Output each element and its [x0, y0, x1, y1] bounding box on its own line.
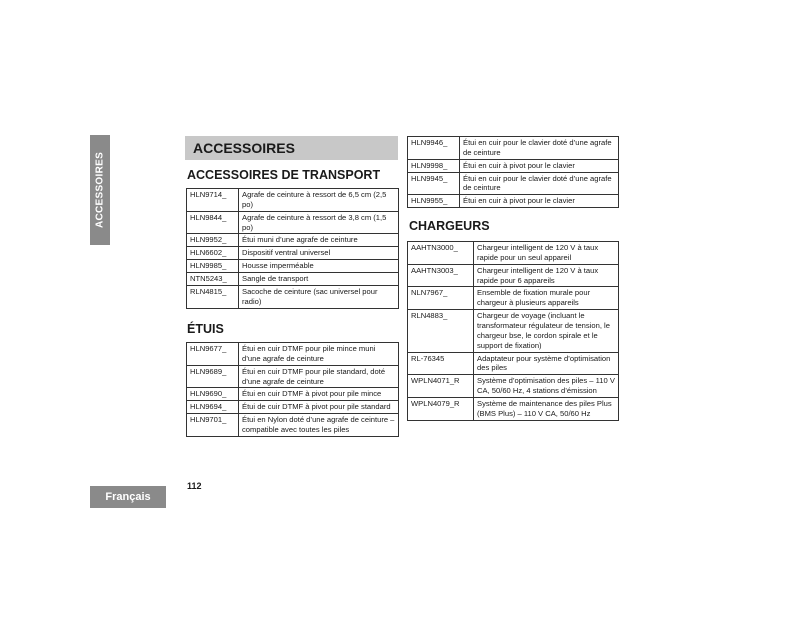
etuis-table: [186, 342, 399, 437]
transport-table: [186, 188, 399, 309]
table-row: [187, 285, 399, 308]
part-description: Étui de cuir DTMF à pivot pour pile standard: [239, 401, 399, 414]
part-number: HLN9985_: [187, 260, 239, 273]
part-number: HLN9690_: [187, 388, 239, 401]
table-row: [408, 242, 619, 265]
part-number: RLN4815_: [187, 285, 239, 308]
part-number: RL-76345: [408, 352, 474, 375]
section-heading-etuis: ÉTUIS: [187, 322, 224, 336]
part-number: NLN7967_: [408, 287, 474, 310]
part-number: AAHTN3000_: [408, 242, 474, 265]
part-description: Agrafe de ceinture à ressort de 3,8 cm (1,5 po): [239, 211, 399, 234]
part-number: HLN9689_: [187, 365, 239, 388]
table-row: [408, 159, 619, 172]
section-heading-chargeurs: CHARGEURS: [409, 219, 490, 233]
part-description: Système de maintenance des piles Plus (BMS Plus) – 110 V CA, 50/60 Hz: [474, 398, 619, 421]
table-row: [187, 189, 399, 212]
section-heading-transport: ACCESSOIRES DE TRANSPORT: [187, 168, 381, 182]
table-row: [187, 247, 399, 260]
table-row: [187, 260, 399, 273]
table-row: [408, 398, 619, 421]
table-row: [408, 375, 619, 398]
table-row: [187, 343, 399, 366]
part-number: WPLN4079_R: [408, 398, 474, 421]
part-number: HLN9946_: [408, 137, 460, 160]
part-description: Système d’optimisation des piles – 110 V CA, 50/60 Hz, 4 stations d’émission: [474, 375, 619, 398]
part-description: Étui en cuir à pivot pour le clavier: [460, 159, 619, 172]
part-number: HLN9952_: [187, 234, 239, 247]
table-row: [187, 414, 399, 437]
part-number: HLN9844_: [187, 211, 239, 234]
table-row: [187, 234, 399, 247]
part-description: Dispositif ventral universel: [239, 247, 399, 260]
table-row: [408, 352, 619, 375]
part-number: HLN9955_: [408, 195, 460, 208]
part-description: Chargeur intelligent de 120 V à taux rapide pour un seul appareil: [474, 242, 619, 265]
part-description: Étui muni d’une agrafe de ceinture: [239, 234, 399, 247]
part-number: HLN9694_: [187, 401, 239, 414]
table-row: [408, 310, 619, 352]
part-description: Étui en cuir pour le clavier doté d’une agrafe de ceinture: [460, 137, 619, 160]
part-description: Étui en Nylon doté d’une agrafe de ceinture – compatible avec toutes les piles: [239, 414, 399, 437]
part-number: AAHTN3003_: [408, 264, 474, 287]
etuis-continued-table: [407, 136, 619, 208]
language-tab: Français: [90, 486, 166, 508]
part-description: Étui en cuir DTMF pour pile standard, doté d’une agrafe de ceinture: [239, 365, 399, 388]
side-section-label: ACCESSOIRES: [94, 151, 106, 229]
part-description: Étui en cuir à pivot pour le clavier: [460, 195, 619, 208]
part-description: Ensemble de fixation murale pour chargeur à plusieurs appareils: [474, 287, 619, 310]
part-description: Chargeur de voyage (incluant le transformateur régulateur de tension, le chargeur bse, le cordon spirale et le support de fixation): [474, 310, 619, 352]
part-description: Sangle de transport: [239, 273, 399, 286]
part-number: RLN4883_: [408, 310, 474, 352]
side-section-tab: [90, 135, 110, 245]
part-number: HLN9945_: [408, 172, 460, 195]
table-row: [187, 211, 399, 234]
part-number: HLN9714_: [187, 189, 239, 212]
part-description: Housse imperméable: [239, 260, 399, 273]
chargeurs-table: [407, 241, 619, 421]
table-row: [408, 172, 619, 195]
part-number: HLN9677_: [187, 343, 239, 366]
page-number: 112: [187, 481, 202, 491]
part-number: WPLN4071_R: [408, 375, 474, 398]
part-description: Sacoche de ceinture (sac universel pour radio): [239, 285, 399, 308]
part-number: HLN9701_: [187, 414, 239, 437]
part-number: HLN6602_: [187, 247, 239, 260]
table-row: [187, 365, 399, 388]
page-title: ACCESSOIRES: [185, 136, 398, 160]
table-row: [408, 287, 619, 310]
table-row: [408, 137, 619, 160]
part-description: Chargeur intelligent de 120 V à taux rapide pour 6 appareils: [474, 264, 619, 287]
part-number: HLN9998_: [408, 159, 460, 172]
part-description: Adaptateur pour système d’optimisation des piles: [474, 352, 619, 375]
table-row: [408, 195, 619, 208]
part-description: Étui en cuir DTMF pour pile mince muni d’une agrafe de ceinture: [239, 343, 399, 366]
table-row: [408, 264, 619, 287]
table-row: [187, 388, 399, 401]
table-row: [187, 401, 399, 414]
table-row: [187, 273, 399, 286]
part-description: Étui en cuir DTMF à pivot pour pile mince: [239, 388, 399, 401]
part-description: Étui en cuir pour le clavier doté d’une agrafe de ceinture: [460, 172, 619, 195]
part-description: Agrafe de ceinture à ressort de 6,5 cm (2,5 po): [239, 189, 399, 212]
part-number: NTN5243_: [187, 273, 239, 286]
